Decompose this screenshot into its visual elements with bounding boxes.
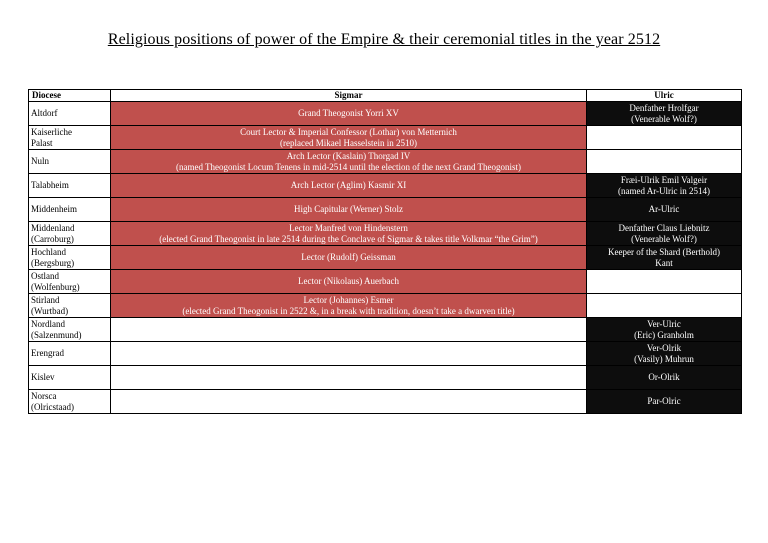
ulric-cell <box>587 342 742 366</box>
ulric-cell-line: Ver-Olrik <box>646 342 682 353</box>
table-row <box>29 222 742 246</box>
diocese-cell <box>29 270 111 294</box>
sigmar-cell <box>111 390 587 414</box>
diocese-cell-line: Middenheim <box>31 204 77 214</box>
diocese-cell-line: (Wolfenburg) <box>31 281 80 292</box>
diocese-cell <box>29 318 111 342</box>
table-row <box>29 342 742 366</box>
sigmar-cell-line: Grand Theogonist Yorri XV <box>298 108 399 118</box>
sigmar-cell-line: Arch Lector (Kaslain) Thorgad IV <box>286 150 411 161</box>
ulric-cell-line: Denfather Hrolfgar <box>629 102 699 113</box>
diocese-cell <box>29 246 111 270</box>
diocese-cell-line: (Carroburg) <box>31 233 74 244</box>
ulric-cell-line: Par-Olric <box>647 396 681 406</box>
ulric-cell-line: Ver-Ulric <box>647 318 681 329</box>
ulric-cell-line: (Eric) Granholm <box>634 329 694 340</box>
table-row <box>29 366 742 390</box>
ulric-cell-line: Keeper of the Shard (Berthold) <box>608 246 720 257</box>
ulric-cell <box>587 198 742 222</box>
ulric-cell <box>587 126 742 150</box>
table-row <box>29 150 742 174</box>
diocese-cell <box>29 390 111 414</box>
sigmar-cell-line: (named Theogonist Locum Tenens in mid-2514 until the election of the next Grand Theogonist) <box>175 161 522 172</box>
diocese-cell-line: Stirland <box>31 294 60 305</box>
table-row <box>29 294 742 318</box>
diocese-cell <box>29 174 111 198</box>
ulric-cell <box>587 318 742 342</box>
sigmar-cell-line: (elected Grand Theogonist in late 2514 during the Conclave of Sigmar & takes title Volkmar “the Grim”) <box>159 233 538 244</box>
table-row <box>29 126 742 150</box>
sigmar-cell-line: Arch Lector (Aglim) Kasmir XI <box>290 180 407 190</box>
ulric-cell <box>587 366 742 390</box>
sigmar-cell <box>111 126 587 150</box>
diocese-cell <box>29 150 111 174</box>
ulric-cell <box>587 222 742 246</box>
diocese-cell-line: Kaiserliche <box>31 126 72 137</box>
ulric-cell-line: Fræi-Ulrik Emil Valgeir <box>620 174 708 185</box>
ulric-cell-line: Ar-Ulric <box>648 204 680 214</box>
sigmar-cell <box>111 366 587 390</box>
table-row <box>29 390 742 414</box>
diocese-cell-line: Erengrad <box>31 348 64 358</box>
sigmar-cell-line: Lector (Nikolaus) Auerbach <box>298 276 399 286</box>
ulric-cell-line: Denfather Claus Liebnitz <box>618 222 710 233</box>
sigmar-cell-line: Lector (Johannes) Esmer <box>303 294 394 305</box>
diocese-cell <box>29 366 111 390</box>
diocese-cell <box>29 198 111 222</box>
sigmar-cell <box>111 294 587 318</box>
ulric-cell <box>587 174 742 198</box>
diocese-cell <box>29 102 111 126</box>
table-row <box>29 318 742 342</box>
sigmar-cell <box>111 342 587 366</box>
sigmar-cell <box>111 198 587 222</box>
ulric-cell <box>587 390 742 414</box>
diocese-cell-line: Ostland <box>31 270 59 281</box>
diocese-cell-line: Kislev <box>31 372 55 382</box>
diocese-cell-line: Middenland <box>31 222 75 233</box>
table-header-row <box>29 90 742 102</box>
table-row <box>29 102 742 126</box>
ulric-cell-line: (Venerable Wolf?) <box>631 233 697 244</box>
diocese-cell <box>29 222 111 246</box>
diocese-cell <box>29 126 111 150</box>
diocese-cell-line: (Wurtbad) <box>31 305 69 316</box>
table-body <box>29 102 742 414</box>
diocese-cell-line: Nuln <box>31 156 49 166</box>
sigmar-cell-line: Court Lector & Imperial Confessor (Lothar) von Metternich <box>240 126 457 137</box>
table-row <box>29 198 742 222</box>
ulric-cell-line: Or-Olrik <box>648 372 680 382</box>
ulric-cell-line: (Venerable Wolf?) <box>631 113 697 124</box>
column-header-sigmar: Sigmar <box>111 90 587 102</box>
ulric-cell-line: Kant <box>655 257 673 268</box>
sigmar-cell-line: (replaced Mikael Hasselstein in 2510) <box>280 137 417 148</box>
column-header-ulric: Ulric <box>587 90 742 102</box>
ulric-cell <box>587 294 742 318</box>
sigmar-cell-line: (elected Grand Theogonist in 2522 &, in a break with tradition, doesn’t take a dwarven title) <box>182 305 515 316</box>
ulric-cell <box>587 246 742 270</box>
table-row <box>29 174 742 198</box>
ulric-cell <box>587 270 742 294</box>
column-header-diocese: Diocese <box>29 90 111 102</box>
diocese-cell-line: Nordland <box>31 318 65 329</box>
sigmar-cell <box>111 222 587 246</box>
sigmar-cell <box>111 246 587 270</box>
diocese-cell-line: (Olricstaad) <box>31 401 74 412</box>
diocese-cell <box>29 294 111 318</box>
positions-table <box>28 89 742 414</box>
table-row <box>29 246 742 270</box>
page-title: Religious positions of power of the Empire & their ceremonial titles in the year 2512 <box>107 31 661 48</box>
sigmar-cell <box>111 150 587 174</box>
sigmar-cell-line: High Capitular (Werner) Stolz <box>294 204 403 214</box>
diocese-cell-line: Talabheim <box>31 180 69 190</box>
sigmar-cell <box>111 102 587 126</box>
sigmar-cell <box>111 318 587 342</box>
ulric-cell-line: (named Ar-Ulric in 2514) <box>617 185 711 196</box>
table-row <box>29 270 742 294</box>
diocese-cell-line: (Salzenmund) <box>31 329 82 340</box>
ulric-cell-line: (Vasily) Muhrun <box>634 353 694 364</box>
ulric-cell <box>587 150 742 174</box>
sigmar-cell <box>111 174 587 198</box>
diocese-cell <box>29 342 111 366</box>
diocese-cell-line: (Bergsburg) <box>31 257 75 268</box>
diocese-cell-line: Palast <box>31 137 53 148</box>
sigmar-cell-line: Lector Manfred von Hindenstern <box>289 222 408 233</box>
sigmar-cell-line: Lector (Rudolf) Geissman <box>301 252 396 262</box>
diocese-cell-line: Hochland <box>31 246 66 257</box>
diocese-cell-line: Norsca <box>31 390 57 401</box>
sigmar-cell <box>111 270 587 294</box>
diocese-cell-line: Altdorf <box>31 108 58 118</box>
ulric-cell <box>587 102 742 126</box>
